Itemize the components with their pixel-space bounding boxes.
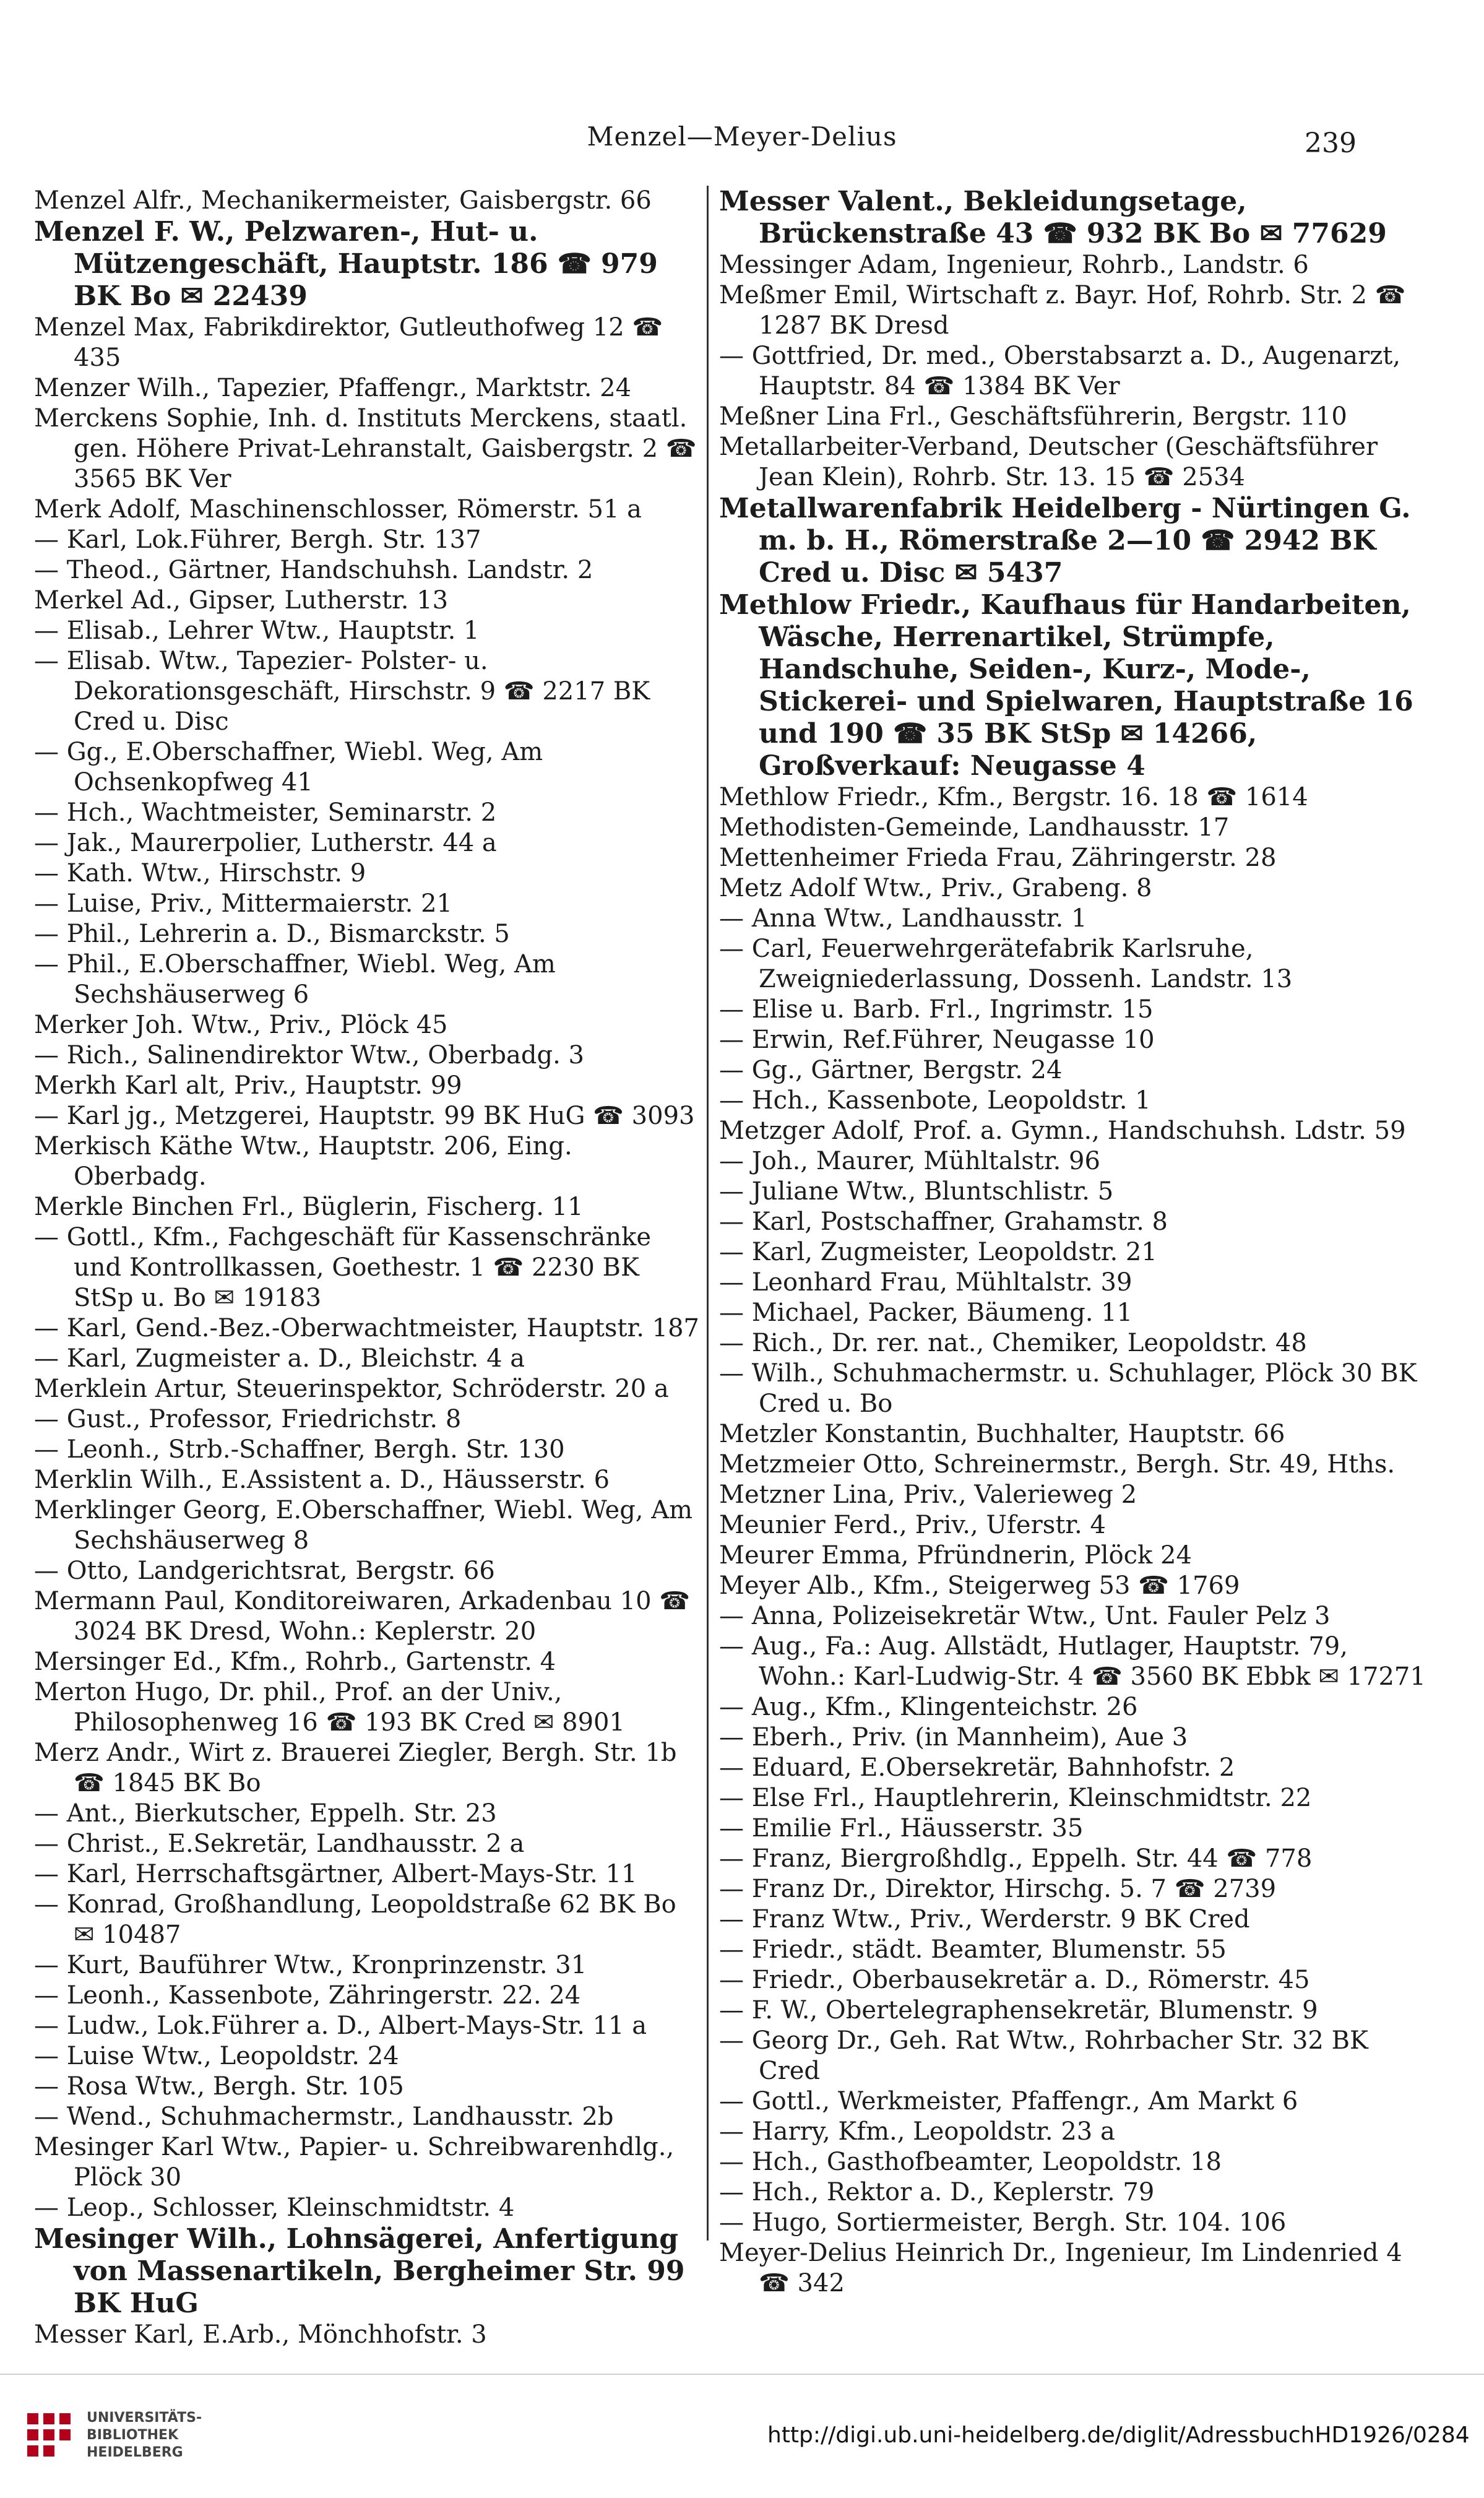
right-column — [719, 186, 1431, 2299]
directory-entry: Merkle Binchen Frl., Büglerin, Fischerg. 11 — [34, 1193, 584, 1221]
directory-entry: — Karl, Zugmeister, Leopoldstr. 21 — [719, 1238, 1157, 1266]
directory-entry: Methlow Friedr., Kfm., Bergstr. 16. 18 ☎ 1614 — [719, 783, 1308, 811]
directory-entry: Methlow Friedr., Kaufhaus für Handarbeiten, Wäsche, Herrenartikel, Strümpfe, Handschuhe, Seiden-, Kurz-, Mode-, Stickerei- und Spielwaren, Hauptstraße 16 und 190 ☎ 35 BK StSp ✉ 14266, Großverkauf: Neugasse 4 — [719, 589, 1413, 782]
directory-entry: Metz Adolf Wtw., Priv., Grabeng. 8 — [719, 874, 1152, 902]
page-number: 239 — [1305, 127, 1357, 159]
directory-entry: — Gottl., Kfm., Fachgeschäft für Kassenschränke und Kontrollkassen, Goethestr. 1 ☎ 2230 BK StSp u. Bo ✉ 19183 — [34, 1223, 652, 1312]
directory-entry: — Franz, Biergroßhdlg., Eppelh. Str. 44 ☎ 778 — [719, 1844, 1313, 1873]
footer-divider — [0, 2374, 1484, 2375]
left-column — [34, 186, 702, 2350]
directory-entry: — Eberh., Priv. (in Mannheim), Aue 3 — [719, 1723, 1188, 1752]
directory-entry: — Ludw., Lok.Führer a. D., Albert-Mays-Str. 11 a — [34, 2012, 647, 2040]
directory-entry: — Gg., Gärtner, Bergstr. 24 — [719, 1056, 1063, 1084]
directory-entry: Meurer Emma, Pfründnerin, Plöck 24 — [719, 1541, 1192, 1570]
directory-entry: — Gottfried, Dr. med., Oberstabsarzt a. D., Augenarzt, Hauptstr. 84 ☎ 1384 BK Ver — [719, 342, 1401, 400]
directory-entry: Messinger Adam, Ingenieur, Rohrb., Landstr. 6 — [719, 251, 1309, 279]
directory-entry: — Hch., Kassenbote, Leopoldstr. 1 — [719, 1086, 1151, 1115]
directory-entry: Metzner Lina, Priv., Valerieweg 2 — [719, 1480, 1137, 1509]
directory-entry: — Kath. Wtw., Hirschstr. 9 — [34, 859, 366, 888]
directory-entry: — Carl, Feuerwehrgerätefabrik Karlsruhe, Zweigniederlassung, Dossenh. Landstr. 13 — [719, 935, 1293, 993]
directory-entry: Metallwarenfabrik Heidelberg - Nürtingen G. m. b. H., Römerstraße 2—10 ☎ 2942 BK Cred u. Disc ✉ 5437 — [719, 493, 1411, 589]
directory-entry: Metzger Adolf, Prof. a. Gymn., Handschuhsh. Ldstr. 59 — [719, 1117, 1406, 1145]
directory-entry: — Franz Dr., Direktor, Hirschg. 5. 7 ☎ 2739 — [719, 1875, 1277, 1903]
library-name — [87, 2409, 202, 2461]
column-divider — [707, 186, 709, 2241]
directory-entry: — Anna, Polizeisekretär Wtw., Unt. Fauler Pelz 3 — [719, 1602, 1331, 1630]
directory-entry: — Leonh., Kassenbote, Zähringerstr. 22. 24 — [34, 1981, 581, 2010]
directory-entry: Mersinger Ed., Kfm., Rohrb., Gartenstr. 4 — [34, 1648, 556, 1676]
directory-entry: — Karl, Gend.-Bez.-Oberwachtmeister, Hauptstr. 187 — [34, 1314, 699, 1342]
directory-entry: — Gottl., Werkmeister, Pfaffengr., Am Markt 6 — [719, 2087, 1298, 2116]
directory-entry: Metzler Konstantin, Buchhalter, Hauptstr. 66 — [719, 1420, 1285, 1448]
directory-entry: — Luise Wtw., Leopoldstr. 24 — [34, 2042, 399, 2070]
library-line: UNIVERSITÄTS- — [87, 2410, 202, 2426]
directory-entry: — Karl, Zugmeister a. D., Bleichstr. 4 a — [34, 1344, 525, 1373]
directory-entry: Meyer-Delius Heinrich Dr., Ingenieur, Im Lindenried 4 ☎ 342 — [719, 2239, 1402, 2297]
directory-entry: — Gg., E.Oberschaffner, Wiebl. Weg, Am Ochsenkopfweg 41 — [34, 738, 543, 797]
directory-entry: — Aug., Kfm., Klingenteichstr. 26 — [719, 1693, 1138, 1721]
directory-entry: — Rich., Salinendirektor Wtw., Oberbadg. 3 — [34, 1041, 584, 1070]
directory-entry: — Konrad, Großhandlung, Leopoldstraße 62 BK Bo ✉ 10487 — [34, 1890, 676, 1949]
directory-entry: — Juliane Wtw., Bluntschlistr. 5 — [719, 1177, 1114, 1206]
directory-entry: Merklinger Georg, E.Oberschaffner, Wiebl. Weg, Am Sechshäuserweg 8 — [34, 1496, 693, 1555]
directory-entry: — Phil., Lehrerin a. D., Bismarckstr. 5 — [34, 920, 510, 948]
directory-entry: Meßner Lina Frl., Geschäftsführerin, Bergstr. 110 — [719, 402, 1347, 431]
directory-entry: — Rich., Dr. rer. nat., Chemiker, Leopoldstr. 48 — [719, 1329, 1307, 1357]
directory-entry: — Georg Dr., Geh. Rat Wtw., Rohrbacher Str. 32 BK Cred — [719, 2026, 1368, 2085]
directory-entry: — Karl jg., Metzgerei, Hauptstr. 99 BK HuG ☎ 3093 — [34, 1102, 695, 1130]
directory-entry: — F. W., Obertelegraphensekretär, Blumenstr. 9 — [719, 1996, 1318, 2025]
directory-entry: — Elisab. Wtw., Tapezier- Polster- u. Dekorationsgeschäft, Hirschstr. 9 ☎ 2217 BK Cred u. Disc — [34, 647, 650, 736]
page-title: Menzel—Meyer-Delius — [587, 121, 897, 152]
directory-entry: — Else Frl., Hauptlehrerin, Kleinschmidtstr. 22 — [719, 1784, 1312, 1812]
directory-entry: Merton Hugo, Dr. phil., Prof. an der Univ., Philosophenweg 16 ☎ 193 BK Cred ✉ 8901 — [34, 1678, 625, 1737]
directory-entry: — Hch., Wachtmeister, Seminarstr. 2 — [34, 798, 497, 827]
directory-entry: — Wend., Schuhmachermstr., Landhausstr. 2b — [34, 2103, 614, 2131]
directory-entry: Metallarbeiter-Verband, Deutscher (Geschäftsführer Jean Klein), Rohrb. Str. 13. 15 ☎ 2534 — [719, 433, 1378, 491]
directory-entry: Meyer Alb., Kfm., Steigerweg 53 ☎ 1769 — [719, 1571, 1240, 1600]
directory-entry: Mermann Paul, Konditoreiwaren, Arkadenbau 10 ☎ 3024 BK Dresd, Wohn.: Keplerstr. 20 — [34, 1587, 691, 1646]
directory-entry: — Luise, Priv., Mittermaierstr. 21 — [34, 889, 452, 918]
directory-entry: — Erwin, Ref.Führer, Neugasse 10 — [719, 1026, 1155, 1054]
directory-entry: — Otto, Landgerichtsrat, Bergstr. 66 — [34, 1557, 495, 1585]
directory-entry: Merkel Ad., Gipser, Lutherstr. 13 — [34, 586, 449, 615]
directory-entry: — Michael, Packer, Bäumeng. 11 — [719, 1299, 1133, 1327]
directory-entry: Menzel F. W., Pelzwaren-, Hut- u. Mützengeschäft, Hauptstr. 186 ☎ 979 BK Bo ✉ 22439 — [34, 216, 658, 312]
directory-entry: Merker Joh. Wtw., Priv., Plöck 45 — [34, 1011, 448, 1039]
directory-entry: — Christ., E.Sekretär, Landhausstr. 2 a — [34, 1830, 525, 1858]
directory-entry: — Elise u. Barb. Frl., Ingrimstr. 15 — [719, 995, 1154, 1024]
directory-entry: — Phil., E.Oberschaffner, Wiebl. Weg, Am Sechshäuserweg 6 — [34, 950, 556, 1009]
directory-entry: — Franz Wtw., Priv., Werderstr. 9 BK Cred — [719, 1905, 1250, 1934]
directory-entry: Menzel Max, Fabrikdirektor, Gutleuthofweg 12 ☎ 435 — [34, 313, 663, 372]
directory-entry: Merkh Karl alt, Priv., Hauptstr. 99 — [34, 1071, 462, 1100]
directory-entry: — Elisab., Lehrer Wtw., Hauptstr. 1 — [34, 616, 480, 645]
library-line: BIBLIOTHEK — [87, 2427, 179, 2443]
directory-entry: — Hch., Gasthofbeamter, Leopoldstr. 18 — [719, 2148, 1222, 2176]
directory-entry: Messer Valent., Bekleidungsetage, Brückenstraße 43 ☎ 932 BK Bo ✉ 77629 — [719, 186, 1387, 249]
directory-entry: — Emilie Frl., Häusserstr. 35 — [719, 1814, 1084, 1843]
directory-entry: — Friedr., Oberbausekretär a. D., Römerstr. 45 — [719, 1966, 1310, 1994]
source-url-link[interactable]: http://digi.ub.uni-heidelberg.de/diglit/AdressbuchHD1926/0284 — [767, 2422, 1470, 2448]
directory-entry: Merklin Wilh., E.Assistent a. D., Häusserstr. 6 — [34, 1466, 610, 1494]
directory-entry: — Leonhard Frau, Mühltalstr. 39 — [719, 1268, 1132, 1297]
directory-entry: — Friedr., städt. Beamter, Blumenstr. 55 — [719, 1935, 1227, 1964]
directory-entry: — Kurt, Bauführer Wtw., Kronprinzenstr. 31 — [34, 1951, 587, 1979]
directory-entry: Merz Andr., Wirt z. Brauerei Ziegler, Bergh. Str. 1b ☎ 1845 BK Bo — [34, 1739, 677, 1797]
directory-entry: — Ant., Bierkutscher, Eppelh. Str. 23 — [34, 1799, 497, 1828]
directory-entry: Merkisch Käthe Wtw., Hauptstr. 206, Eing. Oberbadg. — [34, 1132, 572, 1191]
directory-entry: — Leonh., Strb.-Schaffner, Bergh. Str. 130 — [34, 1435, 565, 1464]
directory-entry: Menzer Wilh., Tapezier, Pfaffengr., Marktstr. 24 — [34, 374, 632, 402]
directory-entry: — Rosa Wtw., Bergh. Str. 105 — [34, 2072, 404, 2101]
directory-entry: — Hugo, Sortiermeister, Bergh. Str. 104. 106 — [719, 2208, 1287, 2237]
directory-entry: — Harry, Kfm., Leopoldstr. 23 a — [719, 2117, 1115, 2146]
directory-entry: — Wilh., Schuhmachermstr. u. Schuhlager, Plöck 30 BK Cred u. Bo — [719, 1359, 1417, 1418]
directory-entry: Metzmeier Otto, Schreinermstr., Bergh. Str. 49, Hths. — [719, 1450, 1396, 1479]
university-library-logo — [25, 2411, 74, 2460]
directory-entry: Methodisten-Gemeinde, Landhausstr. 17 — [719, 813, 1230, 842]
directory-entry: Merckens Sophie, Inh. d. Instituts Merckens, staatl. gen. Höhere Privat-Lehranstalt, Gaisbergstr. 2 ☎ 3565 BK Ver — [34, 404, 697, 493]
directory-entry: Merk Adolf, Maschinenschlosser, Römerstr. 51 a — [34, 495, 642, 524]
directory-entry: — Karl, Postschaffner, Grahamstr. 8 — [719, 1208, 1168, 1236]
directory-entry: — Joh., Maurer, Mühltalstr. 96 — [719, 1147, 1100, 1175]
directory-entry: — Gust., Professor, Friedrichstr. 8 — [34, 1405, 462, 1433]
directory-entry: Mettenheimer Frieda Frau, Zähringerstr. 28 — [719, 844, 1277, 872]
directory-entry: — Eduard, E.Obersekretär, Bahnhofstr. 2 — [719, 1753, 1235, 1782]
directory-entry: Mesinger Karl Wtw., Papier- u. Schreibwarenhdlg., Plöck 30 — [34, 2133, 675, 2192]
directory-entry: Menzel Alfr., Mechanikermeister, Gaisbergstr. 66 — [34, 186, 652, 215]
directory-entry: Merklein Artur, Steuerinspektor, Schröderstr. 20 a — [34, 1375, 669, 1403]
directory-entry: Mesinger Wilh., Lohnsägerei, Anfertigung von Massenartikeln, Bergheimer Str. 99 BK HuG — [34, 2223, 685, 2319]
library-line: HEIDELBERG — [87, 2445, 183, 2460]
directory-entry: — Hch., Rektor a. D., Keplerstr. 79 — [719, 2178, 1155, 2206]
directory-entry: Meunier Ferd., Priv., Uferstr. 4 — [719, 1511, 1106, 1539]
directory-entry: Meßmer Emil, Wirtschaft z. Bayr. Hof, Rohrb. Str. 2 ☎ 1287 BK Dresd — [719, 281, 1406, 340]
directory-entry: — Karl, Herrschaftsgärtner, Albert-Mays-Str. 11 — [34, 1860, 637, 1888]
directory-entry: — Anna Wtw., Landhausstr. 1 — [719, 904, 1087, 933]
directory-entry: — Karl, Lok.Führer, Bergh. Str. 137 — [34, 525, 481, 554]
directory-entry: Messer Karl, E.Arb., Mönchhofstr. 3 — [34, 2320, 487, 2349]
directory-entry: — Aug., Fa.: Aug. Allstädt, Hutlager, Hauptstr. 79, Wohn.: Karl-Ludwig-Str. 4 ☎ 3560 BK Ebbk ✉ 17271 — [719, 1632, 1426, 1691]
directory-entry: — Jak., Maurerpolier, Lutherstr. 44 a — [34, 829, 497, 857]
directory-entry: — Leop., Schlosser, Kleinschmidtstr. 4 — [34, 2193, 515, 2222]
directory-entry: — Theod., Gärtner, Handschuhsh. Landstr. 2 — [34, 556, 593, 584]
